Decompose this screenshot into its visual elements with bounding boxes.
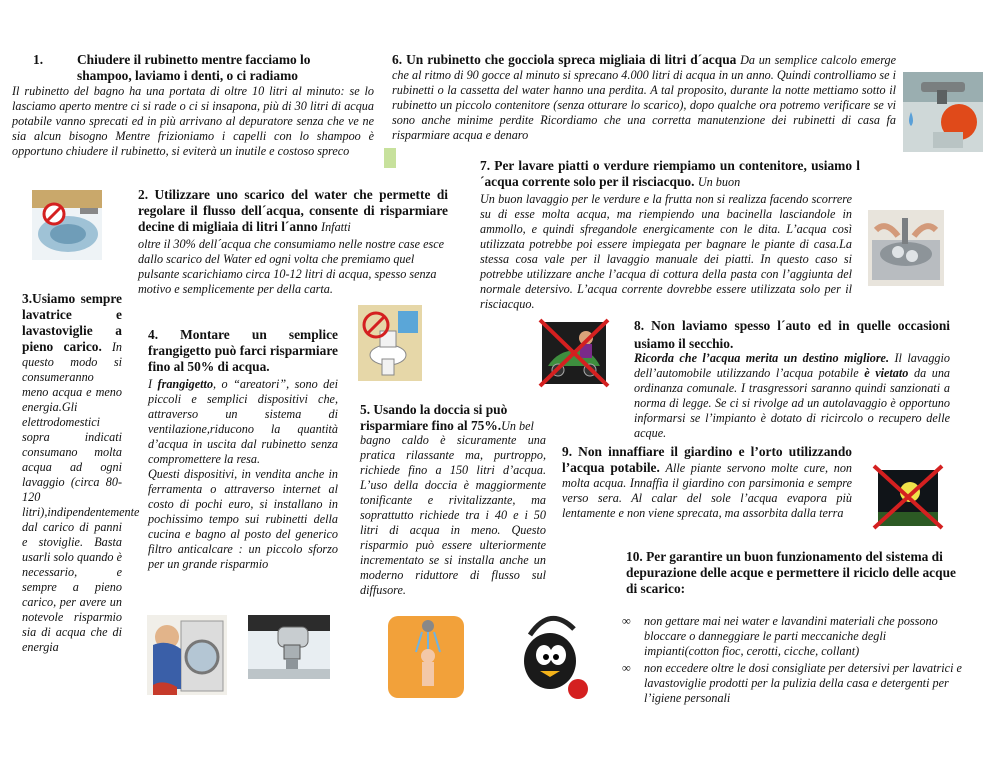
section-6 xyxy=(392,52,896,143)
section-7-title xyxy=(480,158,860,190)
section-3-number: 3. xyxy=(22,291,33,306)
section-8-body2: da una ordinanza comunale. I trasgressori saranno quindi sanzionati a norma di legge. Se ci si rivolge ad un autolavaggio è opportuno informarsi se l’impianto è dotato di ricircolo o recupero delle acque. xyxy=(634,366,951,440)
bullet-item xyxy=(622,661,962,706)
bullet-symbol: ∞ xyxy=(622,614,631,628)
section-8-body1: Il lavaggio dell’automobile utilizzando l’acqua potabile xyxy=(634,351,950,380)
bullet-text: non gettare mai nei water e lavandini materiali che possono bloccare o danneggiare le parti meccaniche degli impianti(cotton fioc, cerotti, cicche, collant) xyxy=(644,614,938,658)
section-6-title: 6. Un rubinetto che gocciola spreca migliaia di litri d´acqua xyxy=(392,52,737,67)
bullet-text: non eccedere oltre le dosi consigliate per detersivi per lavatrici e lavastoviglie prodotti per la pulizia della casa e detergenti per l’igiene personali xyxy=(644,661,962,705)
section-3-title: Usiamo sempre lavatrice e lavastoviglie a pieno carico. xyxy=(22,291,122,354)
section-10-title: 10. Per garantire un buon funzionamento del sistema di depurazione delle acque e permettere il riciclo delle acque di scarico: xyxy=(626,549,956,596)
section-4-lead: I xyxy=(148,377,153,391)
section-2-body: oltre il 30% dell´acqua che consumiamo nelle nostre case esce dallo scarico del Water ed ogni volta che premiamo quel pulsante scarichiamo circa 10-12 litri di acqua, spesso senza motivo e semplicemente per della carta. xyxy=(138,237,445,296)
section-8-title: 8. Non laviamo spesso l´auto ed in quelle occasioni usiamo il secchio. xyxy=(634,318,950,351)
section-4-title: 4. Montare un semplice frangigetto può farci risparmiare fino al 50% di acqua. xyxy=(148,327,338,374)
section-8-bold-italic: Ricorda che l’acqua merita un destino migliore. xyxy=(634,351,890,365)
section-7-lead: Un buon xyxy=(697,175,741,189)
bullet-item xyxy=(622,614,962,659)
section-1-body: Il rubinetto del bagno ha una portata di oltre 10 litri al minuto: se lo lasciamo aperto mentre ci si rade o ci si insapona, più di 30 litri di acqua potabile vanno sprecati ed in più arrivano al depuratore senza che ve ne sia alcun bisogno Mentre frizioniamo i capelli con lo shampoo è opportuno chiudere il rubinetto, si eviterà un inutile e costoso spreco xyxy=(12,84,374,158)
section-7-title-text: 7. Per lavare piatti o verdure riempiamo un contenitore, usiamo l´acqua corrente solo per il risciacquo. xyxy=(480,158,860,189)
section-9 xyxy=(562,444,852,526)
section-1-title: Chiudere il rubinetto mentre facciamo lo shampoo, laviamo i denti, o ci radiamo xyxy=(77,52,311,83)
section-8-body xyxy=(634,336,950,441)
car-wash-no-icon xyxy=(536,316,612,390)
section-10-list xyxy=(622,614,962,708)
section-3 xyxy=(22,291,140,655)
section-2-lead: Infatti xyxy=(321,220,351,234)
section-2-title-text: 2. Utilizzare uno scarico del water che permette di regolare il flusso dell´acqua, consente di risparmiare decine di migliaia di litri l´anno xyxy=(138,187,448,234)
section-4-bold-word: frangigetto xyxy=(157,377,214,391)
section-2-title xyxy=(138,187,448,235)
toilet-no-icon xyxy=(358,305,422,381)
section-3-body: In questo modo si consumeranno meno acqua e meno energia.Gli elettrodomestici sopra indicati consumano molta acqua ad ogni lavaggio (circa 80-120 litri),indipendentemente dal carico di panni e stoviglie. Basta usarli solo quando è necessario, e sempre a pieno carico, per avere un notevole risparmio sia di acqua che di energia xyxy=(22,340,140,654)
section-5-body: bagno caldo è sicuramente una pratica rilassante ma, purtroppo, richiede fino a 150 litri d’acqua. L’uso della doccia è maggiormente tonificante e rivitalizzante, ma soprattutto richiede tra i 40 e i 50 litri di acqua in meno. Questo risparmio può essere ulteriormente incrementato se si installa anche un moderno riduttore di flusso sul diffusore. xyxy=(360,433,546,597)
dripping-faucet-icon xyxy=(903,72,983,152)
washing-machine-icon xyxy=(147,615,227,695)
kitchen-sink-icon xyxy=(868,210,944,286)
bullet-symbol: ∞ xyxy=(622,661,631,675)
garden-night-no-icon xyxy=(870,462,946,532)
section-4-body2: Questi dispositivi, in vendita anche in ferramenta o attraverso internet al costo di pochi euro, si installano in pochissimo tempo sui rubinetti della cucina e bagno al posto del generico filtro anticalcare : un piccolo sforzo per un grande risparmio xyxy=(148,467,338,571)
section-4-body1: , o “areatori”, sono dei piccoli e semplici dispositivi che, attraverso un sistema di ventilazione,riducono la quantità d’acqua in uscita dal rubinetto senza compromettere la resa. xyxy=(148,377,338,466)
section-7-body: Un buon lavaggio per le verdure e la frutta non si realizza facendo scorrere su di esse molta acqua, ma riempiendo una bacinella lasciandole in ammollo, e quindi sfregandole energicamente con le dita. L’acqua così utilizzata potrebbe poi essere impiegata per bagnare le piante di casa.La stessa cosa vale per il lavaggio manuale dei piatti. In questo caso si potrebbe utilizzare anche l’acqua di cottura della pasta con l’aggiunta del normale detersivo. L’acqua corrente dovrebbe essere utilizzata solo per il risciacquo. xyxy=(480,192,852,311)
section-5-title: 5. Usando la doccia si può risparmiare fino al 75%. xyxy=(360,402,508,433)
green-mark xyxy=(384,148,396,168)
section-1-number: 1. xyxy=(33,52,44,67)
section-9-title: 9. Non innaffiare il giardino e l’orto utilizzando l’acqua potabile. xyxy=(562,444,852,475)
section-4-body xyxy=(148,377,338,572)
section-6-body: Da un semplice calcolo emerge che al ritmo di 90 gocce al minuto si sprecano 4.000 litri di acqua in un anno. Quindi controlliamo se i rubinetti o la cassetta del water hanno una perdita. A tal proposito, durante la notte mettiamo sotto il rubinetto un piccolo contenitore (senza otturare lo scarico), dopo qualche ora potremo verificare se vi sono anche minime perdite Ricordiamo che una corretta manutenzione dei rubinetti di casa fa risparmiare acqua e denaro xyxy=(392,53,896,142)
cartoon-character-icon xyxy=(500,605,600,705)
section-5-title-wrap: 5. Usando la doccia si può risparmiare fino al 75%.Un bel xyxy=(360,402,534,433)
section-9-body: Alle piante servono molte cure, non molta acqua. Innaffia il giardino con parsimonia e sempre verso sera. Al calar del sole l’acqua evapora più lentamente e non viene sprecata, ma assorbita dalla terra xyxy=(562,461,852,520)
sink-faucet-no-icon xyxy=(32,190,102,260)
faucet-aerator-icon xyxy=(248,615,330,679)
shower-icon xyxy=(382,612,470,702)
section-8-vietato: è vietato xyxy=(864,366,909,380)
